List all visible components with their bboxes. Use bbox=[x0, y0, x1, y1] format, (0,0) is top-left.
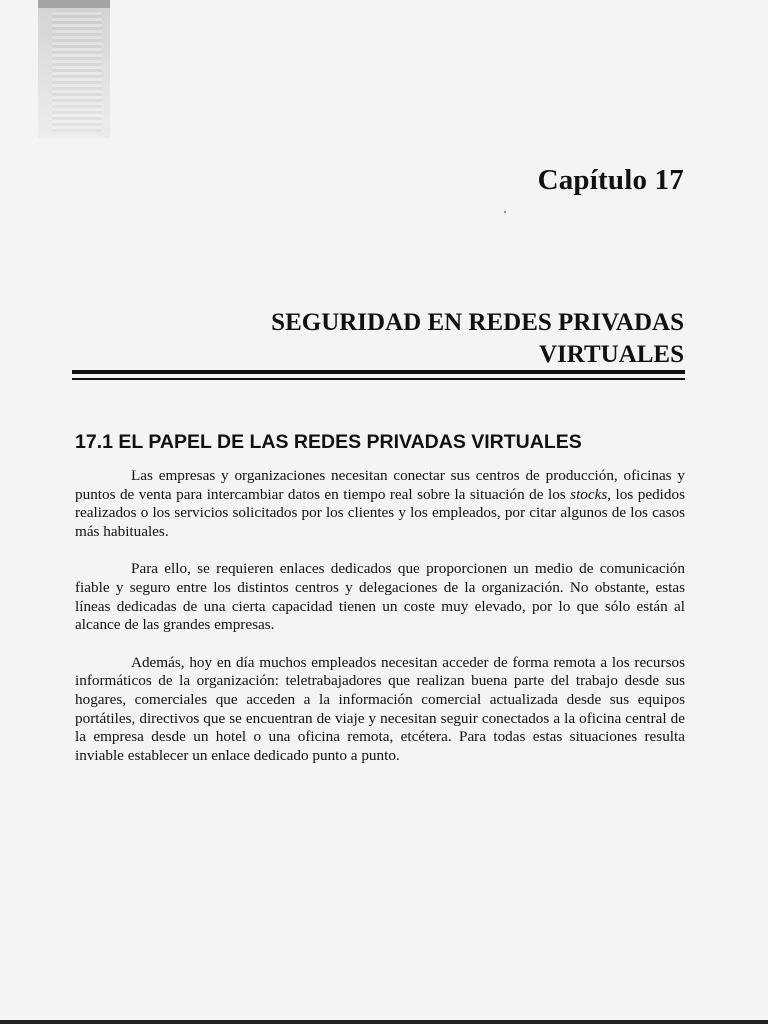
title-rule-thin bbox=[72, 378, 685, 380]
paragraph-1-emphasis: stocks bbox=[570, 485, 608, 503]
section-heading: 17.1 EL PAPEL DE LAS REDES PRIVADAS VIRTUALES bbox=[75, 431, 582, 453]
paragraph-3: Además, hoy en día muchos empleados necesitan acceder de forma remota a los recursos informáticos de la organización: teletrabajadores que realizan buena parte del trabajo desde sus hogares, comerciales que acceden a la información comercial actualizada desde sus equipos portátiles, directivos que se encuentran de viaje y necesitan seguir conectados a la oficina central de la empresa desde un hotel o una oficina remota, etcétera. Para todas estas situaciones resulta inviable establecer un enlace dedicado punto a punto. bbox=[75, 653, 685, 764]
chapter-title bbox=[124, 307, 684, 371]
chapter-label: Capítulo 17 bbox=[537, 164, 684, 196]
chapter-title-line-1: SEGURIDAD EN REDES PRIVADAS bbox=[271, 309, 684, 336]
body-text bbox=[75, 467, 685, 784]
scan-speck bbox=[504, 211, 506, 213]
scan-margin-artifact bbox=[38, 0, 110, 138]
title-rule-thick bbox=[72, 370, 685, 374]
paragraph-2: Para ello, se requieren enlaces dedicados que proporcionen un medio de comunicación fiable y seguro entre los distintos centros y delegaciones de la organización. No obstante, estas líneas dedicadas de una cierta capacidad tienen un coste muy elevado, por lo que sólo están al alcance de las grandes empresas. bbox=[75, 560, 685, 634]
paragraph-1 bbox=[75, 467, 685, 541]
page-bottom-edge bbox=[0, 1020, 768, 1024]
paragraph-1-after: , los pedidos realizados o los servicios solicitados por los clientes y los empleados, por citar algunos de los casos más habituales. bbox=[75, 485, 685, 540]
paragraph-1-before: Las empresas y organizaciones necesitan conectar sus centros de producción, oficinas y puntos de venta para intercambiar datos en tiempo real sobre la situación de los bbox=[75, 467, 685, 503]
chapter-title-line-2: VIRTUALES bbox=[539, 341, 684, 368]
